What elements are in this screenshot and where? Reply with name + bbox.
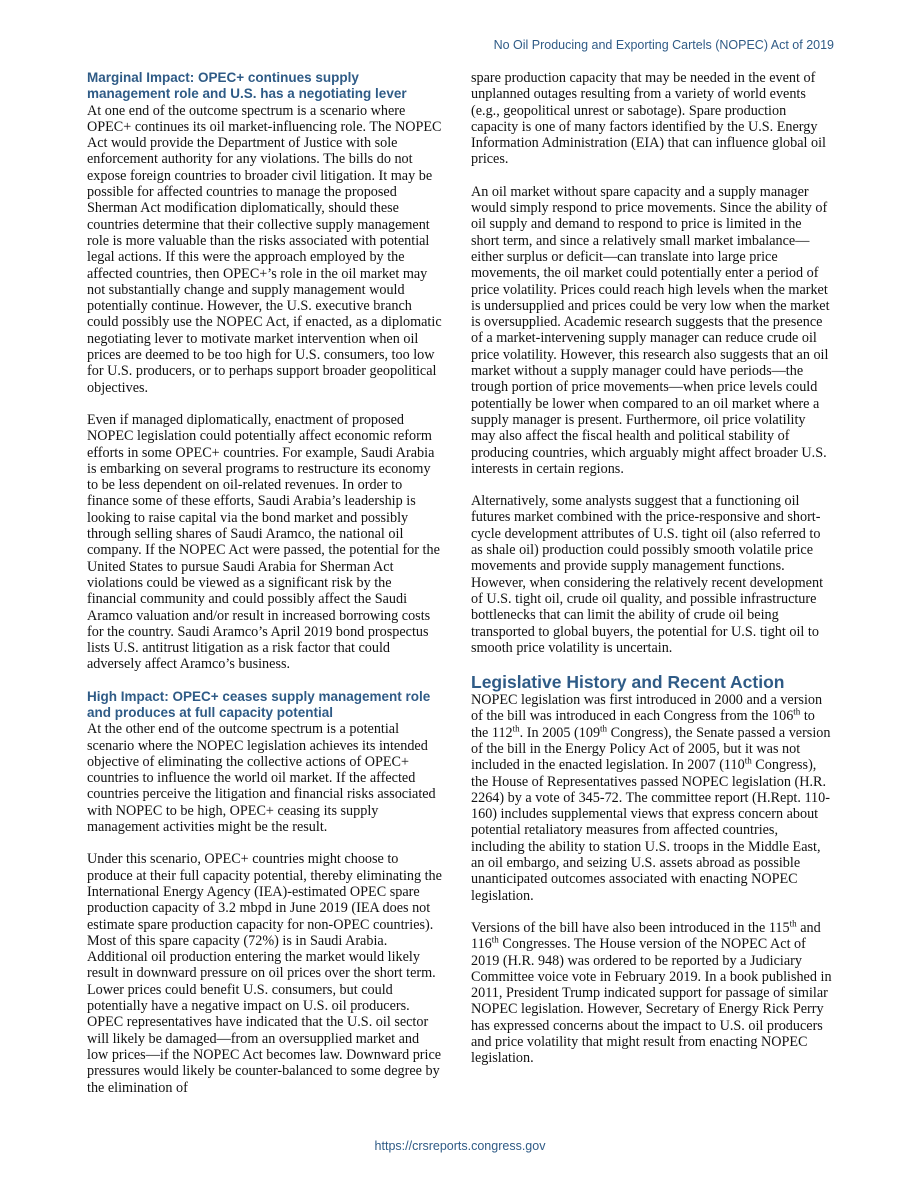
ordinal-suffix: th: [793, 706, 801, 717]
text-run: Congresses. The House version of the NOPEC Act of 2019 (H.R. 948) was ordered to be reported by a Judiciary Committee voice vote in February 2019. In a book published in 2011, President Trump indicated support for passage of similar NOPEC legislation. However, Secretary of Energy Rick Perry has expressed concerns about the impact to U.S. oil producers and price volatility that might result from enacting NOPEC legislation.: [471, 936, 832, 1067]
text-run: to the 112: [471, 708, 815, 741]
right-column: [471, 70, 833, 1083]
paragraph-legislative-history: [471, 692, 833, 904]
ordinal-suffix: th: [600, 722, 608, 733]
subhead-high-impact: High Impact: OPEC+ ceases supply management role and produces at full capacity potential: [87, 688, 431, 720]
paragraph: An oil market without spare capacity and a supply manager would simply respond to price movements. Since the ability of oil supply and demand to respond to price is limited in the short term, and since a relatively small market imbalance—either surplus or deficit—can translate into large price movements, the oil market could potentially enter a period of price volatility. Prices could reach high levels when the market is undersupplied and prices could be very low when the market is oversupplied. Academic research suggests that the presence of a market-intervening supply manager can reduce crude oil price volatility. However, this research also suggests that an oil market without a supply manager could have periods—the trough portion of price movements—when price levels could potentially be lower when compared to an oil market where a supply manager is present. Furthermore, oil price volatility may also affect the fiscal health and political stability of producing countries, which arguably might affect broader U.S. interests in certain regions.: [471, 183, 830, 477]
running-header: No Oil Producing and Exporting Cartels (NOPEC) Act of 2019: [493, 38, 834, 52]
subhead-marginal-impact: Marginal Impact: OPEC+ continues supply management role and U.S. has a negotiating lever: [87, 70, 407, 102]
text-run: NOPEC legislation was first introduced in 2000 and a version of the bill was introduced in each Congress from the 106: [471, 692, 823, 725]
paragraph: At one end of the outcome spectrum is a scenario where OPEC+ continues its oil market-influencing role. The NOPEC Act would provide the Department of Justice with sole enforcement authority for any violations. The bills do not expose foreign countries to broader civil litigation. It may be possible for affected countries to manage the proposed Sherman Act modification diplomatically, should these countries determine that their collective supply management role is more valuable than the risks associated with potential legal actions. If this were the approach employed by the affected countries, then OPEC+’s role in the oil market may not substantially change and supply management would potentially continue. However, the U.S. executive branch could possibly use the NOPEC Act, if enacted, as a diplomatic negotiating lever to motivate market intervention when oil prices are deemed to be too high for U.S. consumers, too low for U.S. producers, or to perhaps support broader geopolitical objectives.: [87, 102, 442, 396]
paragraph: At the other end of the outcome spectrum is a potential scenario where the NOPEC legislation achieves its intended objective of eliminating the collective actions of OPEC+ countries to influence the world oil market. If the affected countries perceive the litigation and financial risks associated with NOPEC to be high, OPEC+ ceasing its supply management activities might be the result.: [87, 721, 436, 836]
left-column: [87, 70, 443, 1112]
section-title-legislative-history: Legislative History and Recent Action: [471, 672, 785, 693]
footer-url[interactable]: https://crsreports.congress.gov: [374, 1139, 546, 1153]
paragraph-versions: [471, 920, 833, 1067]
ordinal-suffix: th: [744, 755, 752, 766]
paragraph: Alternatively, some analysts suggest that a functioning oil futures market combined with the price-responsive and short-cycle development attributes of U.S. tight oil (also referred to as shale oil) production could possibly smooth volatile price movements and provide supply management functions. However, when considering the relatively recent development of U.S. tight oil, crude oil quality, and possible infrastructure bottlenecks that can limit the ability of crude oil being transported to global buyers, the potential for U.S. tight oil to smooth price volatility is uncertain.: [471, 493, 824, 656]
text-run: Congress), the Senate passed a version of the bill in the Energy Policy Act of 2005, but it was not included in the enacted legislation. In 2007 (110: [471, 724, 831, 774]
ordinal-suffix: th: [491, 934, 499, 945]
text-run: . In 2005 (109: [519, 724, 601, 741]
ordinal-suffix: th: [512, 722, 520, 733]
paragraph: Under this scenario, OPEC+ countries might choose to produce at their full capacity potential, thereby eliminating the International Energy Agency (IEA)-estimated OPEC spare production capacity of 3.2 mbpd in June 2019 (IEA does not estimate spare production capacity for non-OPEC countries). Most of this spare capacity (72%) is in Saudi Arabia. Additional oil production entering the market would likely result in downward pressure on oil prices over the short term. Lower prices could benefit U.S. consumers, but could potentially have a negative impact on U.S. oil producers. OPEC representatives have indicated that the U.S. oil sector will likely be damaged—from an oversupplied market and low prices—if the NOPEC Act becomes law. Downward price pressures would likely be counter-balanced to some degree by the elimination of: [87, 851, 442, 1096]
paragraph: spare production capacity that may be needed in the event of unplanned outages resulting from a variety of world events (e.g., geopolitical unrest or sabotage). Spare production capacity is one of many factors identified by the U.S. Energy Information Administration (EIA) that can influence global oil prices.: [471, 70, 826, 168]
text-run: Versions of the bill have also been introduced in the 115: [471, 919, 790, 936]
text-run: Congress), the House of Representatives passed NOPEC legislation (H.R. 2264) by a vote of 345-72. The committee report (H.Rept. 110-160) includes supplemental views that express concern about potential retaliatory measures from affected countries, including the ability to station U.S. troops in the Middle East, an oil embargo, and seizing U.S. assets abroad as possible unanticipated outcomes associated with enacting NOPEC legislation.: [471, 757, 830, 904]
paragraph: Even if managed diplomatically, enactment of proposed NOPEC legislation could potentially affect economic reform efforts in some OPEC+ countries. For example, Saudi Arabia is embarking on several programs to restructure its economy to be less dependent on oil-related revenues. In order to finance some of these efforts, Saudi Arabia’s leadership is looking to raise capital via the bond market and possibly through selling shares of Saudi Aramco, the national oil company. If the NOPEC Act were passed, the potential for the United States to pursue Saudi Arabia for Sherman Act violations could be viewed as a significant risk by the financial community and could possibly affect the Saudi Aramco valuation and/or result in increased borrowing costs for the country. Saudi Aramco’s April 2019 bond prospectus lists U.S. antitrust litigation as a risk factor that could adversely affect Aramco’s business.: [87, 411, 440, 673]
text-run: and 116: [471, 919, 821, 953]
ordinal-suffix: th: [789, 918, 797, 929]
